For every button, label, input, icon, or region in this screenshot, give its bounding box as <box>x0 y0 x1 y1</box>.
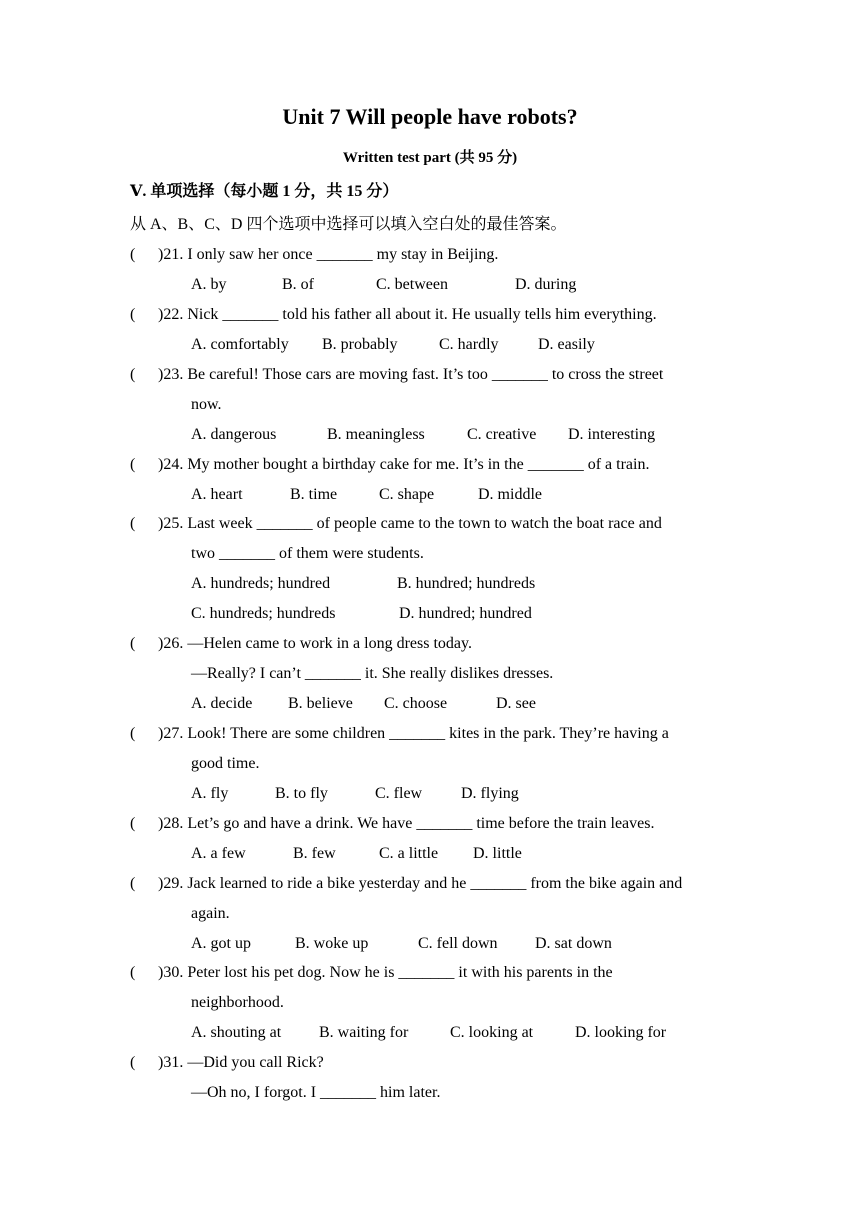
option-a: A. comfortably <box>191 336 289 353</box>
question-29 <box>130 874 682 894</box>
answer-paren: ( <box>130 964 136 981</box>
question-stem: )25. Last week _______ of people came to the town to watch the boat race and <box>158 515 662 532</box>
question-23 <box>130 365 663 385</box>
option-c: C. hundreds; hundreds <box>191 605 336 622</box>
question-stem: )30. Peter lost his pet dog. Now he is _______ it with his parents in the <box>158 964 613 981</box>
option-c: C. flew <box>375 785 423 802</box>
option-a: A. fly <box>191 785 229 802</box>
instruction-text: 从 A、B、C、D 四个选项中选择可以填入空白处的最佳答案。 <box>130 216 567 233</box>
option-b: B. time <box>290 486 338 503</box>
question-continuation: —Really? I can’t _______ it. She really dislikes dresses. <box>191 665 554 682</box>
option-c: C. a little <box>379 845 439 862</box>
option-b: B. few <box>293 845 336 862</box>
answer-paren: ( <box>130 875 136 892</box>
option-a: A. a few <box>191 845 246 862</box>
answer-paren: ( <box>130 725 136 742</box>
option-c: C. between <box>376 276 448 293</box>
option-d: D. flying <box>461 785 519 802</box>
option-b: B. meaningless <box>327 426 425 443</box>
option-a: A. shouting at <box>191 1024 282 1041</box>
answer-paren: ( <box>130 366 136 383</box>
option-d: D. during <box>515 276 577 293</box>
option-c: C. fell down <box>418 935 498 952</box>
question-continuation: good time. <box>191 755 260 772</box>
option-b: B. believe <box>288 695 353 712</box>
question-21 <box>130 245 498 265</box>
answer-paren: ( <box>130 635 136 652</box>
question-22 <box>130 305 657 325</box>
question-28 <box>130 814 654 834</box>
page-title: Unit 7 Will people have robots? <box>282 104 578 129</box>
option-d: D. see <box>496 695 536 712</box>
option-b: B. hundred; hundreds <box>397 575 536 592</box>
answer-paren: ( <box>130 1054 136 1071</box>
question-stem: )23. Be careful! Those cars are moving fast. It’s too _______ to cross the street <box>158 366 664 383</box>
option-a: A. decide <box>191 695 253 712</box>
question-stem: )28. Let’s go and have a drink. We have _______ time before the train leaves. <box>158 815 655 832</box>
answer-paren: ( <box>130 246 136 263</box>
question-stem: )31. —Did you call Rick? <box>158 1054 324 1071</box>
answer-paren: ( <box>130 515 136 532</box>
question-stem: )29. Jack learned to ride a bike yesterday and he _______ from the bike again and <box>158 875 683 892</box>
option-c: C. choose <box>384 695 448 712</box>
option-d: D. middle <box>478 486 542 503</box>
question-continuation: now. <box>191 396 222 413</box>
question-continuation: again. <box>191 905 230 922</box>
option-a: A. by <box>191 276 227 293</box>
option-a: A. heart <box>191 486 243 503</box>
answer-paren: ( <box>130 456 136 473</box>
option-d: D. looking for <box>575 1024 667 1041</box>
option-b: B. of <box>282 276 314 293</box>
question-24 <box>130 455 649 475</box>
option-d: D. interesting <box>568 426 656 443</box>
question-31 <box>130 1053 324 1073</box>
question-27 <box>130 724 669 744</box>
option-c: C. shape <box>379 486 435 503</box>
question-stem: )22. Nick _______ told his father all about it. He usually tells him everything. <box>158 306 657 323</box>
option-d: D. little <box>473 845 522 862</box>
option-b: B. woke up <box>295 935 369 952</box>
option-c: C. creative <box>467 426 537 443</box>
question-stem: )26. —Helen came to work in a long dress today. <box>158 635 472 652</box>
question-continuation: neighborhood. <box>191 994 284 1011</box>
option-b: B. waiting for <box>319 1024 409 1041</box>
question-25 <box>130 514 662 534</box>
option-a: A. dangerous <box>191 426 277 443</box>
option-b: B. to fly <box>275 785 328 802</box>
option-d: D. sat down <box>535 935 612 952</box>
question-26 <box>130 634 472 654</box>
question-continuation: two _______ of them were students. <box>191 545 424 562</box>
answer-paren: ( <box>130 815 136 832</box>
section-heading: Ⅴ. 单项选择（每小题 1 分，共 15 分） <box>130 183 399 200</box>
question-stem: )24. My mother bought a birthday cake for me. It’s in the _______ of a train. <box>158 456 650 473</box>
option-d: D. hundred; hundred <box>399 605 532 622</box>
option-c: C. hardly <box>439 336 499 353</box>
answer-paren: ( <box>130 306 136 323</box>
question-30 <box>130 963 613 983</box>
option-a: A. got up <box>191 935 251 952</box>
question-continuation: —Oh no, I forgot. I _______ him later. <box>191 1084 441 1101</box>
question-stem: )21. I only saw her once _______ my stay in Beijing. <box>158 246 499 263</box>
option-a: A. hundreds; hundred <box>191 575 331 592</box>
question-stem: )27. Look! There are some children _______ kites in the park. They’re having a <box>158 725 669 742</box>
option-b: B. probably <box>322 336 398 353</box>
option-c: C. looking at <box>450 1024 534 1041</box>
page-subtitle: Written test part (共 95 分) <box>342 150 518 166</box>
option-d: D. easily <box>538 336 595 353</box>
